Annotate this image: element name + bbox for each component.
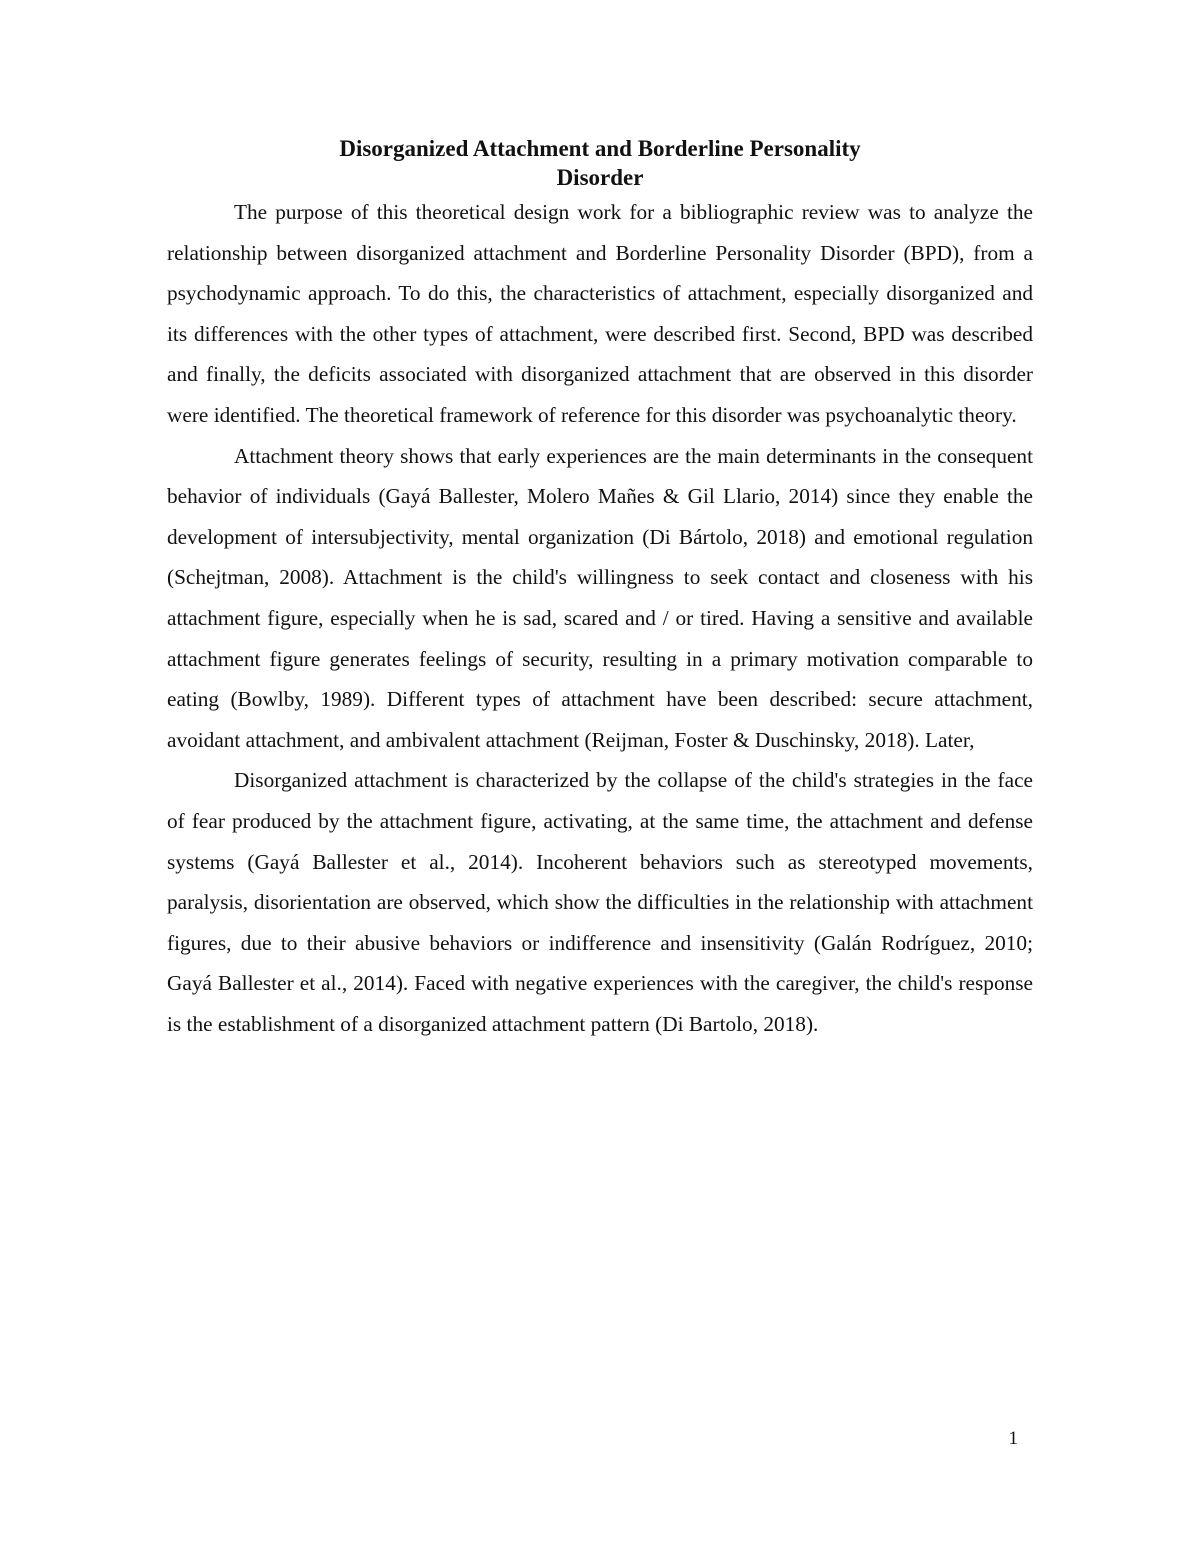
paragraph-attachment-theory: Attachment theory shows that early experiences are the main determinants in the consequent behavior of individuals (Gayá Ballester, Molero Mañes & Gil Llario, 2014) since they enable the development of intersubjectivity, mental organization (Di Bártolo, 2018) and emotional regulation (Schejtman, 2008). Attachment is the child's willingness to seek contact and closeness with his attachment figure, especially when he is sad, scared and / or tired. Having a sensitive and available attachment figure generates feelings of security, resulting in a primary motivation comparable to eating (Bowlby, 1989). Different types of attachment have been described: secure attachment, avoidant attachment, and ambivalent attachment (Reijman, Foster & Duschinsky, 2018). Later,	[167, 443, 1033, 752]
page-number: 1	[1008, 1428, 1018, 1449]
paragraph-purpose: The purpose of this theoretical design work for a bibliographic review was to analyze the relationship between disorganized attachment and Borderline Personality Disorder (BPD), from a psychodynamic approach. To do this, the characteristics of attachment, especially disorganized and its differences with the other types of attachment, were described first. Second, BPD was described and finally, the deficits associated with disorganized attachment that are observed in this disorder were identified. The theoretical framework of reference for this disorder was psychoanalytic theory.	[167, 200, 1033, 427]
title-line-1: Disorganized Attachment and Borderline Personality	[339, 136, 861, 161]
document-title	[167, 134, 1033, 192]
paragraph-disorganized-attachment: Disorganized attachment is characterized by the collapse of the child's strategies in the face of fear produced by the attachment figure, activating, at the same time, the attachment and defense systems (Gayá Ballester et al., 2014). Incoherent behaviors such as stereotyped movements, paralysis, disorientation are observed, which show the difficulties in the relationship with attachment figures, due to their abusive behaviors or indifference and insensitivity (Galán Rodríguez, 2010; Gayá Ballester et al., 2014). Faced with negative experiences with the caregiver, the child's response is the establishment of a disorganized attachment pattern (Di Bartolo, 2018).	[167, 768, 1033, 1036]
title-line-2: Disorder	[556, 165, 644, 190]
document-body	[167, 134, 1033, 1044]
